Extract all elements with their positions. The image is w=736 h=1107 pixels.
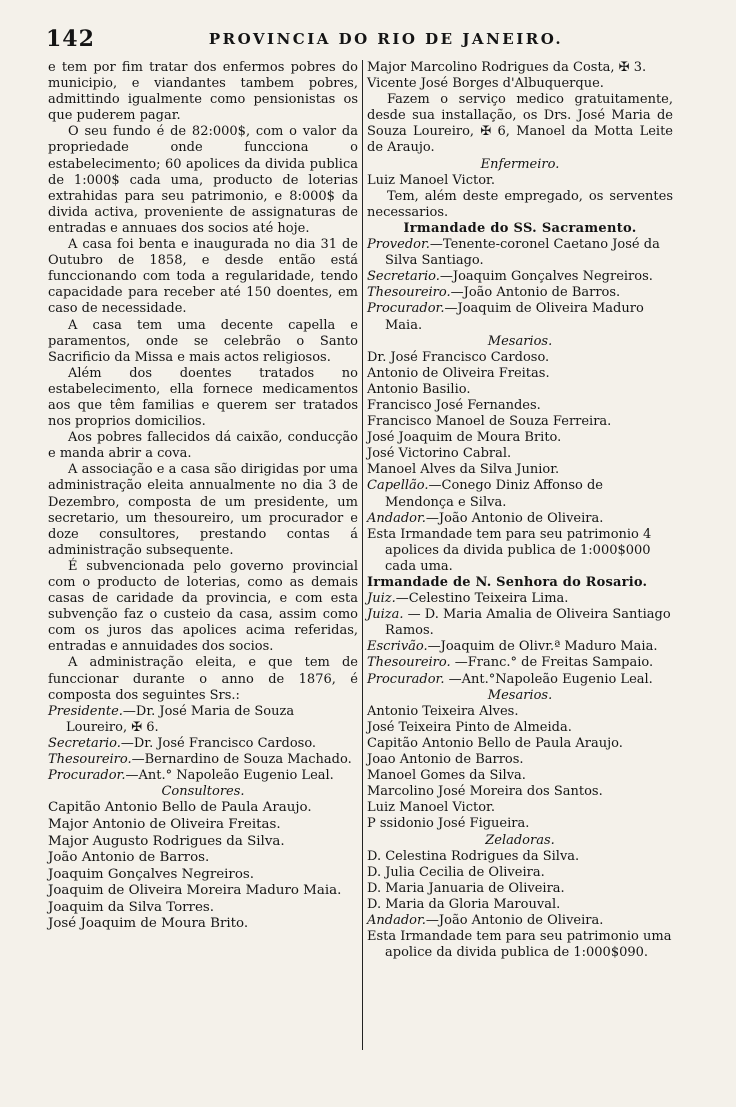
paragraph: Esta Irmandade tem para seu patrimonio uma apolice da divida publica de 1:000$090.	[367, 929, 672, 961]
paragraph: Esta Irmandade tem para seu patrimonio 4 apolices da divida publica de 1:000$000 cada uma.	[367, 526, 652, 574]
officer-name: — D. Maria Amalia de Oliveira Santiago Ramos.	[385, 607, 671, 639]
page-number: 142	[46, 26, 95, 52]
officer-name: —João Antonio de Oliveira.	[425, 912, 604, 928]
officer-name: —Conego Diniz Affonso de Mendonça e Silva.	[385, 478, 603, 510]
officer-entry	[367, 269, 673, 285]
officer-name: —Celestino Teixeira Lima.	[395, 591, 569, 607]
officer-label: Procurador.	[367, 671, 445, 687]
officer-name: —Ant.°Napoleão Eugenio Leal.	[444, 671, 653, 687]
list-item: Dr. José Francisco Cardoso.	[367, 349, 550, 365]
paragraph: A casa foi benta e inaugurada no dia 31 de Outubro de 1858, e desde então está funccionando com toda a regularidade, tendo capacidade para receber até 150 doentes, em caso de necessidade.	[48, 237, 358, 317]
officer-label: Andador.	[367, 510, 426, 526]
consultores-list	[48, 800, 358, 933]
officer-entry	[367, 285, 673, 301]
list-item: Antonio Teixeira Alves.	[367, 703, 519, 719]
officer-name: —Dr. José Maria de Souza Loureiro, ✠ 6.	[66, 703, 295, 735]
officer-label: Capellão.	[367, 478, 429, 494]
officer-label: Thesoureiro.	[48, 752, 132, 768]
officer-label: Presidente.	[48, 703, 123, 719]
list-item: Manoel Alves da Silva Junior.	[367, 462, 560, 478]
paragraph: A casa tem uma decente capella e paramentos, onde se celebrão o Santo Sacrificio da Missa e mais actos religiosos.	[48, 317, 358, 365]
list-item: Major Augusto Rodrigues da Silva.	[48, 833, 285, 849]
list-item: D. Julia Cecilia de Oliveira.	[367, 864, 545, 880]
officer-entry	[367, 639, 673, 655]
officer-name: —Dr. José Francisco Cardoso.	[120, 735, 317, 751]
section-title: Consultores.	[161, 784, 245, 800]
officer-name: —João Antonio de Barros.	[450, 285, 621, 301]
list-item: Vicente José Borges d'Albuquerque.	[367, 76, 604, 92]
officer-label: Juiza.	[367, 607, 404, 623]
officer-entry	[48, 736, 358, 752]
officer-label: Secretario.	[48, 735, 121, 751]
officer-label: Procurador.	[367, 301, 445, 317]
right-column	[367, 60, 673, 961]
officer-name: —João Antonio de Oliveira.	[425, 510, 604, 526]
list-item: José Victorino Cabral.	[367, 446, 512, 462]
officer-name: —Ant.° Napoleão Eugenio Leal.	[125, 768, 334, 784]
paragraph: A associação e a casa são dirigidas por uma administração eleita annualmente no dia 3 de Dezembro, composta de um presidente, um secretario, um thesoureiro, um procurador e doze consultores, prestando contas á administração subsequente.	[48, 462, 358, 558]
officer-entry	[367, 511, 673, 527]
list-item: Luiz Manoel Victor.	[367, 800, 495, 816]
officer-entry	[367, 672, 673, 688]
list-item: Luiz Manoel Victor.	[367, 172, 495, 188]
list-item: D. Maria da Gloria Marouval.	[367, 896, 561, 912]
paragraph: Além dos doentes tratados no estabelecimento, ella fornece medicamentos aos que têm familias e querem ser tratados nos proprios domicilios.	[48, 365, 358, 430]
list-item: Marcolino José Moreira dos Santos.	[367, 784, 603, 800]
paragraph: É subvencionada pelo governo provincial com o producto de loterias, como as demais casas de caridade da provincia, e com esta subvenção faz o custeio da casa, assim como com os juros das apolices acima referidas, entradas e annuidades dos socios.	[48, 558, 358, 655]
paragraph: e tem por fim tratar dos enfermos pobres do municipio, e viandantes tambem pobres, admittindo igualmente como pensionistas os que puderem pagar.	[48, 60, 358, 124]
paragraph: Fazem o serviço medico gratuitamente, desde sua installação, os Drs. José Maria de Souza Loureiro, ✠ 6, Manoel da Motta Leite de Araujo.	[367, 92, 673, 156]
officer-entry	[48, 704, 358, 736]
page-header	[46, 24, 682, 54]
officer-entry	[367, 237, 673, 269]
section-title: Enfermeiro.	[480, 156, 560, 172]
brotherhood-heading: Irmandade do SS. Sacramento.	[403, 220, 637, 236]
list-item: Manoel Gomes da Silva.	[367, 768, 526, 784]
list-item: Antonio de Oliveira Freitas.	[367, 365, 550, 381]
officer-label: Thesoureiro.	[367, 285, 451, 301]
officer-label: Thesoureiro.	[367, 655, 451, 671]
section-title: Mesarios.	[487, 333, 553, 349]
officer-entry	[367, 607, 673, 639]
officer-label: Provedor.	[367, 237, 430, 253]
section-title: Mesarios.	[487, 687, 553, 703]
officer-entry	[48, 752, 358, 768]
officer-label: Secretario.	[367, 269, 440, 285]
list-item: D. Maria Januaria de Oliveira.	[367, 880, 565, 896]
list-item: P ssidonio José Figueira.	[367, 816, 530, 832]
officer-name: —Tenente-coronel Caetano José da Silva Santiago.	[385, 237, 660, 269]
officer-entry	[367, 591, 673, 607]
list-item: Capitão Antonio Bello de Paula Araujo.	[367, 735, 623, 751]
list-item: D. Celestina Rodrigues da Silva.	[367, 848, 580, 864]
paragraph: Aos pobres fallecidos dá caixão, conducção e manda abrir a cova.	[48, 430, 358, 462]
paragraph: Tem, além deste empregado, os serventes necessarios.	[367, 188, 673, 220]
paragraph: A administração eleita, e que tem de funccionar durante o anno de 1876, é composta dos seguintes Srs.:	[48, 655, 358, 703]
list-item: José Joaquim de Moura Brito.	[48, 916, 249, 932]
list-item: José Joaquim de Moura Brito.	[367, 430, 562, 446]
list-item: Joaquim da Silva Torres.	[48, 899, 215, 915]
list-item: Francisco Manoel de Souza Ferreira.	[367, 414, 612, 430]
column-divider	[362, 60, 363, 1050]
list-item: João Antonio de Barros.	[48, 850, 210, 866]
list-item: Joaquim de Oliveira Moreira Maduro Maia.	[48, 883, 342, 899]
list-item: Joaquim Gonçalves Negreiros.	[48, 866, 255, 882]
section-title: Zeladoras.	[485, 832, 555, 848]
officer-entry	[48, 768, 358, 784]
officer-entry	[367, 478, 673, 510]
officer-entry	[367, 301, 673, 333]
officer-label: Procurador.	[48, 768, 126, 784]
officer-name: —Joaquim de Oliveira Maduro Maia.	[385, 301, 644, 333]
officer-label: Andador.	[367, 912, 426, 928]
officer-name: —Joaquim de Olivr.ª Maduro Maia.	[427, 639, 658, 655]
list-item: Antonio Basilio.	[367, 381, 471, 397]
officer-name: —Joaquim Gonçalves Negreiros.	[439, 269, 653, 285]
officer-entry	[367, 913, 673, 929]
list-item: Capitão Antonio Bello de Paula Araujo.	[48, 800, 312, 816]
running-head: PROVINCIA DO RIO DE JANEIRO.	[208, 30, 564, 48]
left-column	[48, 60, 358, 933]
list-item: Francisco José Fernandes.	[367, 397, 541, 413]
brotherhood-heading: Irmandade de N. Senhora do Rosario.	[367, 575, 648, 590]
paragraph: O seu fundo é de 82:000$, com o valor da propriedade onde funcciona o estabelecimento; 60 apolices da divida publica de 1:000$ cada uma, producto de loterias extrahidas para seu patrimonio, e 8:000$ da divida activa, proveniente de assignaturas de entradas e annuaes dos socios até hoje.	[48, 124, 358, 236]
list-item: José Teixeira Pinto de Almeida.	[367, 719, 572, 735]
list-item: Major Antonio de Oliveira Freitas.	[48, 816, 281, 832]
list-item: Major Marcolino Rodrigues da Costa, ✠ 3.	[367, 60, 647, 75]
officer-label: Escrivão.	[367, 639, 428, 655]
officer-name: —Franc.° de Freitas Sampaio.	[450, 655, 654, 671]
officer-label: Juiz.	[367, 591, 396, 607]
officer-name: —Bernardino de Souza Machado.	[131, 752, 352, 768]
list-item: Joao Antonio de Barros.	[367, 752, 524, 768]
officer-entry	[367, 655, 673, 671]
